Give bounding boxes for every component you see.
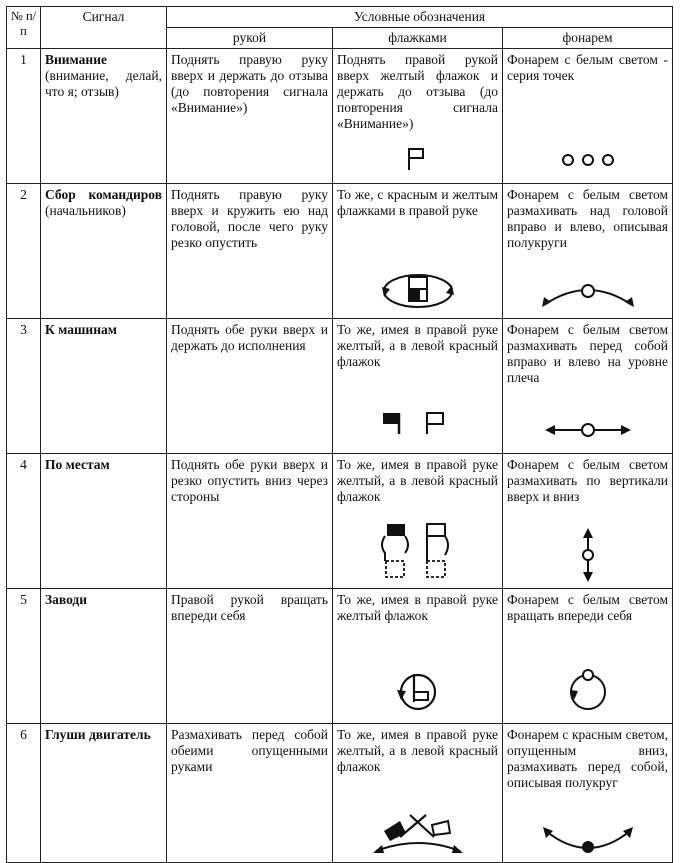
flags-text: То же, имея в правой руке желтый флажок [337,592,498,623]
flags-cell [333,589,503,724]
lantern-text: Фонарем с белым светом размахивать над головой вправо и влево, описывая полукруги [507,187,668,250]
two-flags-icon [373,410,463,436]
signal-extra: (начальников) [45,203,126,218]
rotating-flag-icon [396,670,440,714]
lantern-cell [503,49,673,184]
signal-cell [41,589,167,724]
signal-cell [41,184,167,319]
header-signal: Сигнал [41,7,167,49]
header-lantern: фонарем [503,28,673,49]
hand-cell: Поднять обе руки вверх и резко опустить вниз через стороны [167,454,333,589]
red-arc-icon [540,825,636,855]
table-row [7,724,673,863]
crossed-flags-icon [370,807,466,857]
flags-text: Поднять правой рукой вверх желтый флажок и держать до отзыва (до повторения сигнала «Внимание») [337,52,498,131]
table-row [7,49,673,184]
row-number: 1 [7,49,41,184]
circle-rotation-icon [566,666,610,714]
single-flag-icon [403,146,433,172]
signal-title: Заводи [45,592,88,607]
row-number: 3 [7,319,41,454]
lantern-cell [503,589,673,724]
lantern-text: Фонарем с белым светом размахивать перед собой вправо и влево на уровне плеча [507,322,668,385]
hand-cell: Поднять обе руки вверх и держать до исполнения [167,319,333,454]
horizontal-swing-icon [543,422,633,438]
table-row [7,184,673,319]
lantern-cell [503,724,673,863]
flags-down-icon [373,521,463,581]
lantern-text: Фонарем с белым светом - серия точек [507,52,668,83]
flags-text: То же, имея в правой руке желтый, а в левой красный флажок [337,727,498,774]
arc-swing-icon [538,279,638,309]
hand-cell: Правой рукой вращать впереди себя [167,589,333,724]
table-row [7,319,673,454]
signal-title: Глуши двигатель [45,727,151,742]
signal-cell [41,319,167,454]
lantern-cell [503,454,673,589]
signal-title: Внимание [45,52,107,67]
signal-cell [41,49,167,184]
table-row [7,589,673,724]
flags-text: То же, имея в правой руке желтый, а в левой красный флажок [337,322,498,369]
lantern-text: Фонарем с белым светом размахивать по вертикали вверх и вниз [507,457,668,504]
flags-text: То же, имея в правой руке желтый, а в левой красный флажок [337,457,498,504]
flags-cell [333,454,503,589]
hand-cell: Поднять правую руку вверх и держать до отзыва (до повторения сигнала «Внимание») [167,49,333,184]
signal-title: Сбор командиров [45,187,162,202]
row-number: 2 [7,184,41,319]
hand-cell: Поднять правую руку вверх и кружить ею над головой, после чего руку резко опустить [167,184,333,319]
signal-extra: (внимание, делай, что я; отзыв) [45,68,162,99]
table-row [7,454,673,589]
row-number: 5 [7,589,41,724]
lantern-cell [503,319,673,454]
vertical-swing-icon [578,527,598,583]
circling-flags-icon [378,267,458,313]
lantern-text: Фонарем с белым светом вращать впереди себя [507,592,668,623]
signal-cell [41,454,167,589]
lantern-text: Фонарем с красным светом, опущенным вниз, размахивать перед собой, описывая полукруг [507,727,668,790]
signals-table [6,6,673,863]
lantern-cell [503,184,673,319]
flags-cell [333,49,503,184]
flags-cell [333,724,503,863]
flags-cell [333,319,503,454]
signal-title: К машинам [45,322,117,337]
signal-title: По местам [45,457,110,472]
row-number: 6 [7,724,41,863]
flags-text: То же, с красным и желтым флажками в правой руке [337,187,498,218]
header-flags: флажками [333,28,503,49]
row-number: 4 [7,454,41,589]
header-hand: рукой [167,28,333,49]
three-dots-icon [558,152,618,168]
hand-cell: Размахивать перед собой обеими опущенными руками [167,724,333,863]
header-symbols: Условные обозначения [167,7,673,28]
flags-cell [333,184,503,319]
signal-cell [41,724,167,863]
header-num: № п/п [7,7,41,49]
